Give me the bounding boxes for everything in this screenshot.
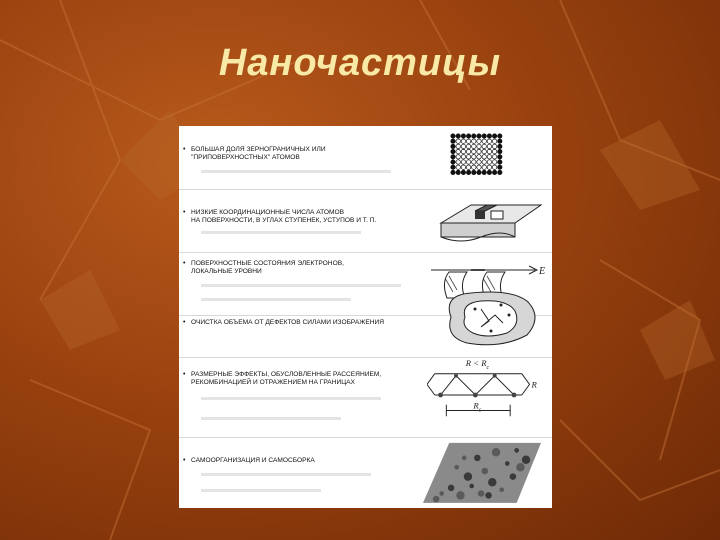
bullet-icon: • [183, 319, 186, 326]
property-line: ЛОКАЛЬНЫЕ УРОВНИ [191, 268, 262, 275]
faded-text [201, 231, 361, 234]
bullet-icon: • [183, 457, 186, 464]
particle-defects-icon [431, 287, 549, 351]
property-line: ОЧИСТКА ОБЪЕМА ОТ ДЕФЕКТОВ СИЛАМИ ИЗОБРАЖЕНИЯ [191, 319, 385, 326]
faded-text [201, 417, 341, 420]
property-row [179, 189, 552, 253]
bullet-icon: • [183, 260, 186, 267]
property-row [179, 357, 552, 438]
faded-text [201, 298, 351, 301]
property-row [179, 437, 552, 508]
property-line: НА ПОВЕРХНОСТИ, В УГЛАХ СТУПЕНЕК, УСТУПОВ И Т. П. [191, 217, 377, 224]
self-assembly-icon [423, 437, 541, 505]
faded-text [201, 489, 321, 492]
property-text [191, 209, 431, 225]
property-line: БОЛЬШАЯ ДОЛЯ ЗЕРНОГРАНИЧНЫХ ИЛИ [191, 146, 326, 153]
faded-text [201, 473, 371, 476]
property-row [179, 315, 552, 358]
size-label-right: R [531, 379, 537, 390]
faded-text [201, 170, 391, 173]
slide-title: Наночастицы [218, 42, 502, 84]
faded-text [201, 284, 401, 287]
property-text [191, 146, 431, 162]
property-text [191, 260, 431, 276]
property-text [191, 319, 441, 327]
size-label-bottom: $R_c$ [473, 400, 482, 414]
nanoparticle-properties-figure [179, 126, 552, 508]
bullet-icon: • [183, 371, 186, 378]
faded-text [201, 397, 381, 400]
property-line: САМООРГАНИЗАЦИЯ И САМОСБОРКА [191, 457, 315, 464]
energy-axis-label: E [539, 266, 546, 277]
property-line: ПОВЕРХНОСТНЫЕ СОСТОЯНИЯ ЭЛЕКТРОНОВ, [191, 260, 344, 267]
property-line: НИЗКИЕ КООРДИНАЦИОННЫЕ ЧИСЛА АТОМОВ [191, 209, 344, 216]
property-line: "ПРИПОВЕРХНОСТНЫХ" АТОМОВ [191, 154, 300, 161]
size-label-top: $R < R_c$ [465, 357, 490, 371]
atom-lattice-icon [431, 132, 549, 178]
property-text [191, 371, 441, 387]
property-text [191, 457, 431, 465]
size-effect-icon [427, 353, 545, 437]
bullet-icon: • [183, 146, 186, 153]
property-line: РЕКОМБИНАЦИЕЙ И ОТРАЖЕНИЕМ НА ГРАНИЦАХ [191, 379, 355, 386]
surface-step-icon [431, 193, 549, 247]
property-line: РАЗМЕРНЫЕ ЭФФЕКТЫ, ОБУСЛОВЛЕННЫЕ РАССЕЯНИЕМ, [191, 371, 382, 378]
bullet-icon: • [183, 209, 186, 216]
property-row [179, 126, 552, 190]
